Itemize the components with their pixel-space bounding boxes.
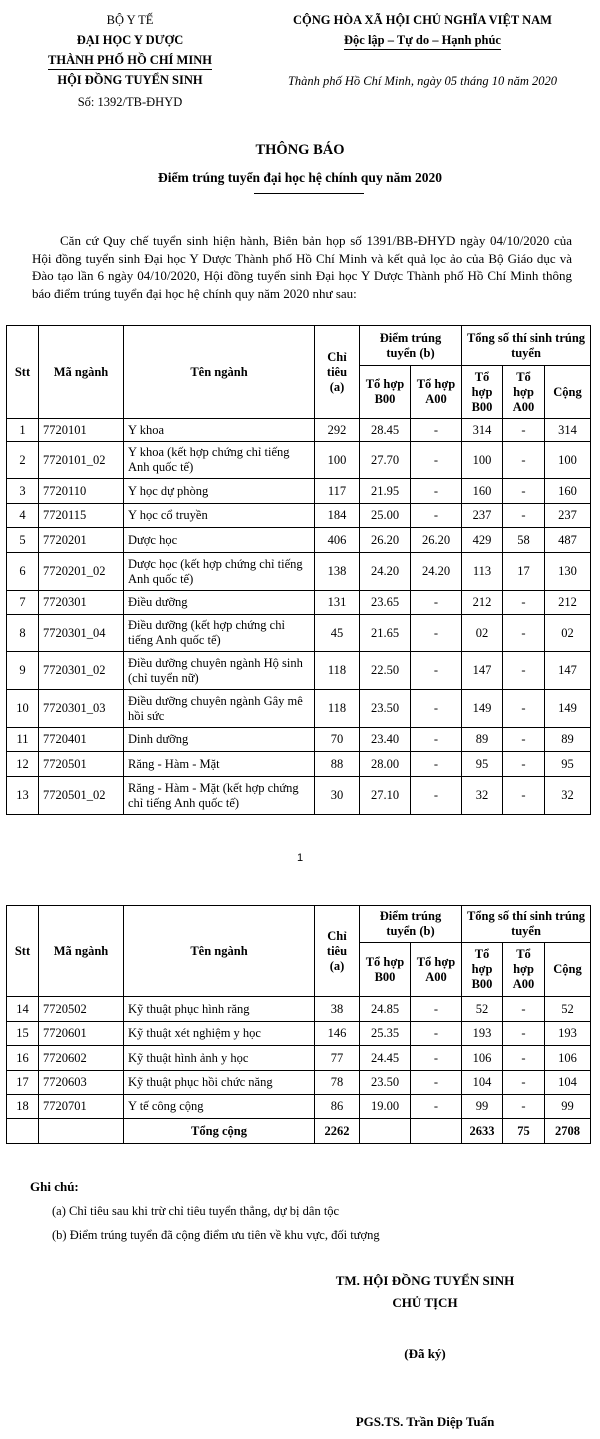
cell-score-b00: 19.00	[360, 1095, 411, 1119]
cell-stt: 7	[7, 591, 39, 615]
cell-admitted-a00: -	[503, 442, 545, 479]
cell-admitted-a00: -	[503, 652, 545, 690]
header-name: Tên ngành	[124, 326, 315, 419]
totals-empty-cell	[411, 1119, 462, 1144]
cell-quota: 77	[315, 1046, 360, 1071]
cell-stt: 8	[7, 615, 39, 652]
cell-admitted-a00: -	[503, 1022, 545, 1046]
reference-number: Số: 1392/TB-ĐHYD	[77, 95, 183, 109]
cell-code: 7720301	[39, 591, 124, 615]
cell-name: Dinh dưỡng	[124, 728, 315, 752]
cell-code: 7720201_02	[39, 553, 124, 591]
cell-code: 7720101	[39, 419, 124, 442]
cell-score-a00: -	[411, 615, 462, 652]
header-score-b00: Tổ hợp B00	[360, 943, 411, 997]
cell-admitted-b00: 52	[462, 997, 503, 1022]
table-body-page2	[7, 997, 591, 1119]
council-name: HỘI ĐỒNG TUYỂN SINH	[57, 73, 203, 87]
cell-quota: 70	[315, 728, 360, 752]
table-row	[7, 442, 591, 479]
table-row	[7, 752, 591, 777]
cell-score-a00: -	[411, 728, 462, 752]
cell-score-b00: 28.00	[360, 752, 411, 777]
cell-score-a00: -	[411, 690, 462, 728]
table-row	[7, 591, 591, 615]
cell-code: 7720602	[39, 1046, 124, 1071]
cell-quota: 118	[315, 690, 360, 728]
table-row	[7, 1071, 591, 1095]
cell-name: Kỹ thuật phục hình răng	[124, 997, 315, 1022]
cell-name: Điều dưỡng chuyên ngành Gây mê hồi sức	[124, 690, 315, 728]
cell-score-b00: 25.00	[360, 504, 411, 528]
cell-stt: 1	[7, 419, 39, 442]
cell-quota: 406	[315, 528, 360, 553]
table-row	[7, 553, 591, 591]
totals-empty-cell	[360, 1119, 411, 1144]
cell-admitted-b00: 147	[462, 652, 503, 690]
cell-code: 7720601	[39, 1022, 124, 1046]
cell-total: 106	[545, 1046, 591, 1071]
cell-admitted-b00: 100	[462, 442, 503, 479]
cell-code: 7720603	[39, 1071, 124, 1095]
cell-quota: 146	[315, 1022, 360, 1046]
header-admitted-b00: Tổ hợp B00	[462, 943, 503, 997]
cell-score-b00: 28.45	[360, 419, 411, 442]
cell-admitted-a00: -	[503, 1046, 545, 1071]
table-row	[7, 690, 591, 728]
cell-admitted-a00: -	[503, 615, 545, 652]
notes-title: Ghi chú:	[30, 1179, 79, 1194]
cell-stt: 5	[7, 528, 39, 553]
cell-score-b00: 23.65	[360, 591, 411, 615]
cell-stt: 9	[7, 652, 39, 690]
cell-score-a00: -	[411, 419, 462, 442]
cell-total: 52	[545, 997, 591, 1022]
cell-name: Y tế công cộng	[124, 1095, 315, 1119]
cell-total: 104	[545, 1071, 591, 1095]
header-stt: Stt	[7, 326, 39, 419]
cell-name: Dược học (kết hợp chứng chỉ tiếng Anh quốc tế)	[124, 553, 315, 591]
header-score-a00: Tổ hợp A00	[411, 366, 462, 419]
cell-total: 32	[545, 777, 591, 815]
table-row	[7, 528, 591, 553]
cell-score-b00: 25.35	[360, 1022, 411, 1046]
header-total: Cộng	[545, 366, 591, 419]
cell-stt: 3	[7, 479, 39, 504]
totals-empty-cell	[39, 1119, 124, 1144]
totals-quota: 2262	[315, 1119, 360, 1144]
national-header	[250, 10, 595, 91]
country-name: CỘNG HÒA XÃ HỘI CHỦ NGHĨA VIỆT NAM	[293, 13, 552, 27]
cell-stt: 13	[7, 777, 39, 815]
cell-code: 7720301_03	[39, 690, 124, 728]
university-name-line2: THÀNH PHỐ HỒ CHÍ MINH	[48, 52, 212, 70]
cell-total: 89	[545, 728, 591, 752]
header-score-b00: Tổ hợp B00	[360, 366, 411, 419]
cell-stt: 18	[7, 1095, 39, 1119]
cell-score-a00: 24.20	[411, 553, 462, 591]
totals-admitted-b00: 2633	[462, 1119, 503, 1144]
cell-code: 7720301_02	[39, 652, 124, 690]
header-score-a00: Tổ hợp A00	[411, 943, 462, 997]
date-line: Thành phố Hồ Chí Minh, ngày 05 tháng 10 năm 2020	[287, 74, 558, 88]
cell-quota: 138	[315, 553, 360, 591]
cell-quota: 100	[315, 442, 360, 479]
cell-code: 7720110	[39, 479, 124, 504]
intro-paragraph: Căn cứ Quy chế tuyển sinh hiện hành, Biên bản họp số 1391/BB-ĐHYD ngày 04/10/2020 của Hội đồng tuyển sinh Đại học Y Dược Thành phố Hồ Chí Minh và kết quả lọc ảo của Bộ Giáo dục và Đào tạo lần 6 ngày 04/10/2020, Hội đồng tuyển sinh Đại học Y Dược Thành phố Hồ Chí Minh thông báo điểm trúng tuyển đại học hệ chính quy năm 2020 như sau:	[32, 233, 572, 301]
cell-total: 02	[545, 615, 591, 652]
cell-admitted-b00: 95	[462, 752, 503, 777]
cell-total: 212	[545, 591, 591, 615]
cell-quota: 86	[315, 1095, 360, 1119]
cell-name: Y học cổ truyền	[124, 504, 315, 528]
cell-total: 160	[545, 479, 591, 504]
cell-code: 7720501_02	[39, 777, 124, 815]
table-row	[7, 1095, 591, 1119]
signature-position: CHỦ TỊCH	[392, 1295, 458, 1310]
header-admitted-group: Tổng số thí sinh trúng tuyển	[462, 906, 591, 943]
cell-admitted-b00: 113	[462, 553, 503, 591]
cell-score-b00: 23.50	[360, 1071, 411, 1095]
totals-label: Tổng cộng	[124, 1119, 315, 1144]
header-quota: Chỉ tiêu (a)	[315, 326, 360, 419]
cell-score-b00: 22.50	[360, 652, 411, 690]
university-name-line1: ĐẠI HỌC Y DƯỢC	[76, 33, 184, 47]
header-code: Mã ngành	[39, 906, 124, 997]
cell-total: 314	[545, 419, 591, 442]
results-table-page2	[6, 905, 591, 1144]
cell-name: Răng - Hàm - Mặt (kết hợp chứng chỉ tiếng Anh quốc tế)	[124, 777, 315, 815]
cell-name: Y khoa	[124, 419, 315, 442]
cell-admitted-b00: 104	[462, 1071, 503, 1095]
header-total: Cộng	[545, 943, 591, 997]
cell-admitted-b00: 149	[462, 690, 503, 728]
cell-name: Điều dưỡng	[124, 591, 315, 615]
cell-admitted-a00: 58	[503, 528, 545, 553]
cell-admitted-a00: -	[503, 591, 545, 615]
note-a: (a) Chỉ tiêu sau khi trừ chỉ tiêu tuyển thẳng, dự bị dân tộc	[52, 1204, 340, 1218]
cell-admitted-a00: -	[503, 752, 545, 777]
cell-score-b00: 26.20	[360, 528, 411, 553]
cell-score-a00: 26.20	[411, 528, 462, 553]
header-code: Mã ngành	[39, 326, 124, 419]
cell-score-b00: 23.50	[360, 690, 411, 728]
table-body-page1	[7, 419, 591, 815]
cell-score-a00: -	[411, 752, 462, 777]
cell-score-a00: -	[411, 777, 462, 815]
cell-admitted-b00: 99	[462, 1095, 503, 1119]
title-underline	[254, 193, 364, 194]
cell-quota: 118	[315, 652, 360, 690]
cell-score-a00: -	[411, 591, 462, 615]
header-quota: Chỉ tiêu (a)	[315, 906, 360, 997]
cell-quota: 30	[315, 777, 360, 815]
cell-admitted-b00: 193	[462, 1022, 503, 1046]
header-stt: Stt	[7, 906, 39, 997]
header-admitted-b00: Tổ hợp B00	[462, 366, 503, 419]
ministry-name: BỘ Y TẾ	[106, 13, 154, 27]
cell-score-a00: -	[411, 1046, 462, 1071]
cell-stt: 4	[7, 504, 39, 528]
cell-admitted-b00: 160	[462, 479, 503, 504]
header-score-group: Điểm trúng tuyển (b)	[360, 326, 462, 366]
cell-stt: 10	[7, 690, 39, 728]
totals-grand-total: 2708	[545, 1119, 591, 1144]
table-row	[7, 652, 591, 690]
cell-name: Dược học	[124, 528, 315, 553]
cell-quota: 78	[315, 1071, 360, 1095]
cell-quota: 292	[315, 419, 360, 442]
table-row	[7, 728, 591, 752]
cell-total: 147	[545, 652, 591, 690]
cell-name: Điều dưỡng (kết hợp chứng chỉ tiếng Anh quốc tế)	[124, 615, 315, 652]
cell-score-b00: 23.40	[360, 728, 411, 752]
cell-total: 99	[545, 1095, 591, 1119]
cell-score-a00: -	[411, 1022, 462, 1046]
cell-total: 487	[545, 528, 591, 553]
note-b: (b) Điểm trúng tuyển đã cộng điểm ưu tiên về khu vực, đối tượng	[52, 1228, 380, 1242]
cell-name: Điều dưỡng chuyên ngành Hộ sinh (chỉ tuyển nữ)	[124, 652, 315, 690]
cell-stt: 6	[7, 553, 39, 591]
table-row	[7, 504, 591, 528]
cell-stt: 16	[7, 1046, 39, 1071]
table-row	[7, 615, 591, 652]
cell-name: Răng - Hàm - Mặt	[124, 752, 315, 777]
cell-admitted-b00: 02	[462, 615, 503, 652]
table-row	[7, 1022, 591, 1046]
totals-empty-cell	[7, 1119, 39, 1144]
cell-admitted-a00: -	[503, 504, 545, 528]
cell-score-a00: -	[411, 504, 462, 528]
cell-admitted-b00: 212	[462, 591, 503, 615]
cell-code: 7720101_02	[39, 442, 124, 479]
document-subtitle: Điểm trúng tuyển đại học hệ chính quy năm 2020	[158, 170, 442, 185]
cell-code: 7720701	[39, 1095, 124, 1119]
cell-score-b00: 24.20	[360, 553, 411, 591]
cell-admitted-a00: 17	[503, 553, 545, 591]
cell-admitted-a00: -	[503, 777, 545, 815]
cell-score-b00: 24.85	[360, 997, 411, 1022]
cell-code: 7720201	[39, 528, 124, 553]
table-row	[7, 479, 591, 504]
header-admitted-a00: Tổ hợp A00	[503, 366, 545, 419]
cell-score-a00: -	[411, 479, 462, 504]
cell-stt: 14	[7, 997, 39, 1022]
cell-admitted-a00: -	[503, 1071, 545, 1095]
cell-stt: 17	[7, 1071, 39, 1095]
cell-total: 149	[545, 690, 591, 728]
cell-admitted-b00: 89	[462, 728, 503, 752]
cell-admitted-a00: -	[503, 479, 545, 504]
cell-admitted-a00: -	[503, 728, 545, 752]
cell-score-b00: 27.10	[360, 777, 411, 815]
cell-code: 7720115	[39, 504, 124, 528]
document-title: THÔNG BÁO	[255, 142, 345, 158]
cell-admitted-b00: 237	[462, 504, 503, 528]
cell-admitted-a00: -	[503, 690, 545, 728]
cell-total: 95	[545, 752, 591, 777]
cell-name: Kỹ thuật xét nghiệm y học	[124, 1022, 315, 1046]
cell-quota: 184	[315, 504, 360, 528]
cell-score-a00: -	[411, 1071, 462, 1095]
national-motto: Độc lập – Tự do – Hạnh phúc	[344, 32, 501, 50]
cell-name: Kỹ thuật phục hồi chức năng	[124, 1071, 315, 1095]
header-name: Tên ngành	[124, 906, 315, 997]
cell-name: Y học dự phòng	[124, 479, 315, 504]
cell-quota: 117	[315, 479, 360, 504]
cell-code: 7720301_04	[39, 615, 124, 652]
cell-admitted-b00: 106	[462, 1046, 503, 1071]
cell-admitted-a00: -	[503, 997, 545, 1022]
page-number: 1	[296, 852, 304, 864]
cell-score-b00: 27.70	[360, 442, 411, 479]
issuer-block	[20, 10, 240, 112]
cell-code: 7720501	[39, 752, 124, 777]
table-row	[7, 1046, 591, 1071]
cell-total: 237	[545, 504, 591, 528]
cell-name: Y khoa (kết hợp chứng chỉ tiếng Anh quốc tế)	[124, 442, 315, 479]
cell-total: 100	[545, 442, 591, 479]
cell-quota: 38	[315, 997, 360, 1022]
cell-score-a00: -	[411, 442, 462, 479]
cell-quota: 88	[315, 752, 360, 777]
results-table-page1	[6, 325, 591, 815]
cell-score-b00: 24.45	[360, 1046, 411, 1071]
totals-row	[7, 1119, 591, 1144]
header-score-group: Điểm trúng tuyển (b)	[360, 906, 462, 943]
cell-total: 193	[545, 1022, 591, 1046]
header-admitted-group: Tổng số thí sinh trúng tuyển	[462, 326, 591, 366]
cell-total: 130	[545, 553, 591, 591]
cell-stt: 15	[7, 1022, 39, 1046]
signatory-name: PGS.TS. Trần Diệp Tuấn	[355, 1414, 495, 1429]
header-admitted-a00: Tổ hợp A00	[503, 943, 545, 997]
cell-code: 7720401	[39, 728, 124, 752]
cell-admitted-a00: -	[503, 1095, 545, 1119]
cell-admitted-b00: 429	[462, 528, 503, 553]
cell-admitted-a00: -	[503, 419, 545, 442]
signature-on-behalf: TM. HỘI ĐỒNG TUYỂN SINH	[335, 1273, 515, 1288]
table-row	[7, 777, 591, 815]
cell-admitted-b00: 314	[462, 419, 503, 442]
cell-quota: 131	[315, 591, 360, 615]
cell-stt: 2	[7, 442, 39, 479]
totals-admitted-a00: 75	[503, 1119, 545, 1144]
cell-stt: 11	[7, 728, 39, 752]
cell-quota: 45	[315, 615, 360, 652]
cell-code: 7720502	[39, 997, 124, 1022]
table-row	[7, 419, 591, 442]
cell-score-b00: 21.65	[360, 615, 411, 652]
signature-signed: (Đã ký)	[404, 1346, 446, 1361]
cell-stt: 12	[7, 752, 39, 777]
cell-score-a00: -	[411, 652, 462, 690]
cell-admitted-b00: 32	[462, 777, 503, 815]
cell-name: Kỹ thuật hình ảnh y học	[124, 1046, 315, 1071]
cell-score-a00: -	[411, 997, 462, 1022]
cell-score-b00: 21.95	[360, 479, 411, 504]
cell-score-a00: -	[411, 1095, 462, 1119]
table-row	[7, 997, 591, 1022]
